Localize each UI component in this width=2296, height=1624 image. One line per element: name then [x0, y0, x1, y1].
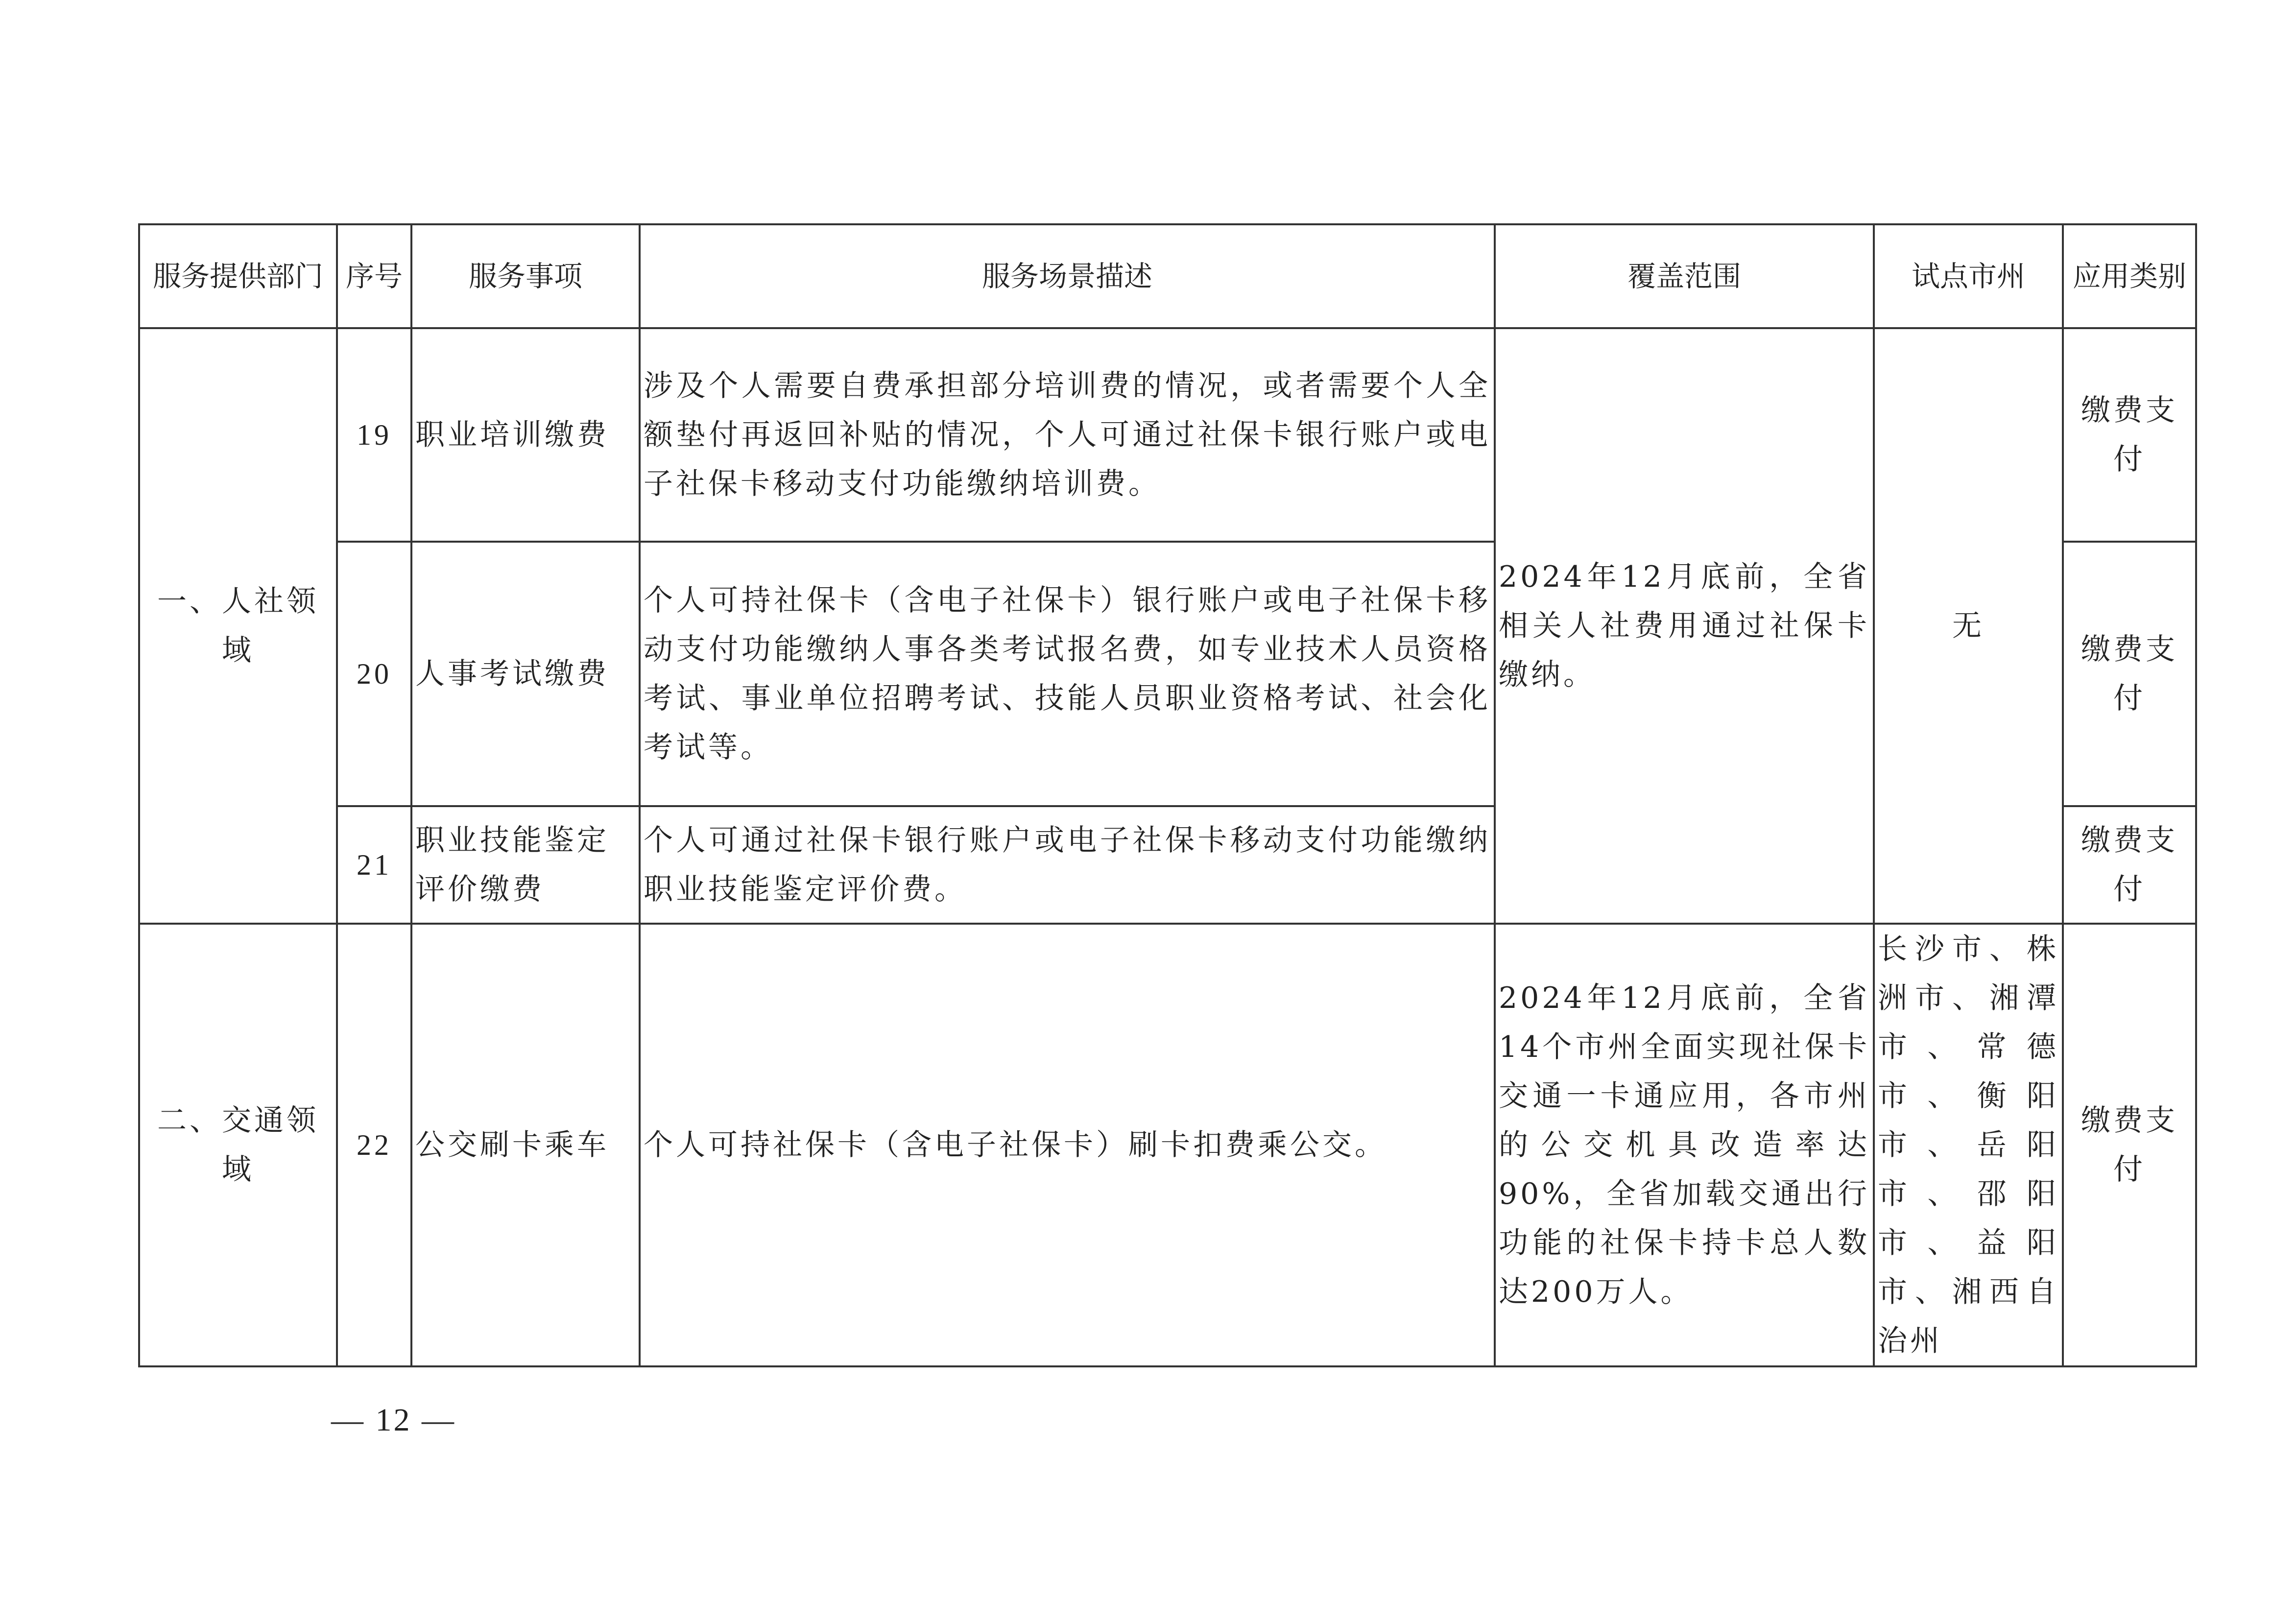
dept-cell: 二、交通领域: [139, 924, 337, 1366]
desc-cell: 个人可持社保卡（含电子社保卡）刷卡扣费乘公交。: [640, 924, 1495, 1366]
table-row: [139, 328, 2196, 542]
seq-cell: 19: [337, 328, 411, 542]
header-scope: 覆盖范围: [1495, 224, 1874, 328]
page-number: — 12 —: [331, 1402, 456, 1438]
scope-cell: 2024年12月底前，全省14个市州全面实现社保卡交通一卡通应用，各市州的公交机具改造率达90%，全省加载交通出行功能的社保卡持卡总人数达200万人。: [1495, 924, 1874, 1366]
table-row: [139, 924, 2196, 1366]
scope-cell: 2024年12月底前，全省相关人社费用通过社保卡缴纳。: [1495, 328, 1874, 924]
pilot-cell: 无: [1874, 328, 2063, 924]
item-cell: 职业培训缴费: [411, 328, 640, 542]
pilot-cell: 长沙市、株洲市、湘潭市、常德市、衡阳市、岳阳市、邵阳市、益阳市、湘西自治州: [1874, 924, 2063, 1366]
table-header-row: [139, 224, 2196, 328]
seq-cell: 20: [337, 542, 411, 806]
item-cell: 职业技能鉴定评价缴费: [411, 806, 640, 924]
desc-cell: 个人可持社保卡（含电子社保卡）银行账户或电子社保卡移动支付功能缴纳人事各类考试报名费，如专业技术人员资格考试、事业单位招聘考试、技能人员职业资格考试、社会化考试等。: [640, 542, 1495, 806]
dept-cell: 一、人社领域: [139, 328, 337, 924]
category-cell: 缴费支付: [2063, 924, 2196, 1366]
header-seq: 序号: [337, 224, 411, 328]
header-dept: 服务提供部门: [139, 224, 337, 328]
header-desc: 服务场景描述: [640, 224, 1495, 328]
item-cell: 人事考试缴费: [411, 542, 640, 806]
seq-cell: 21: [337, 806, 411, 924]
header-pilot: 试点市州: [1874, 224, 2063, 328]
item-cell: 公交刷卡乘车: [411, 924, 640, 1366]
header-category: 应用类别: [2063, 224, 2196, 328]
desc-cell: 涉及个人需要自费承担部分培训费的情况，或者需要个人全额垫付再返回补贴的情况，个人可通过社保卡银行账户或电子社保卡移动支付功能缴纳培训费。: [640, 328, 1495, 542]
category-cell: 缴费支付: [2063, 806, 2196, 924]
header-item: 服务事项: [411, 224, 640, 328]
seq-cell: 22: [337, 924, 411, 1366]
category-cell: 缴费支付: [2063, 542, 2196, 806]
desc-cell: 个人可通过社保卡银行账户或电子社保卡移动支付功能缴纳职业技能鉴定评价费。: [640, 806, 1495, 924]
service-table: [138, 223, 2197, 1367]
category-cell: 缴费支付: [2063, 328, 2196, 542]
